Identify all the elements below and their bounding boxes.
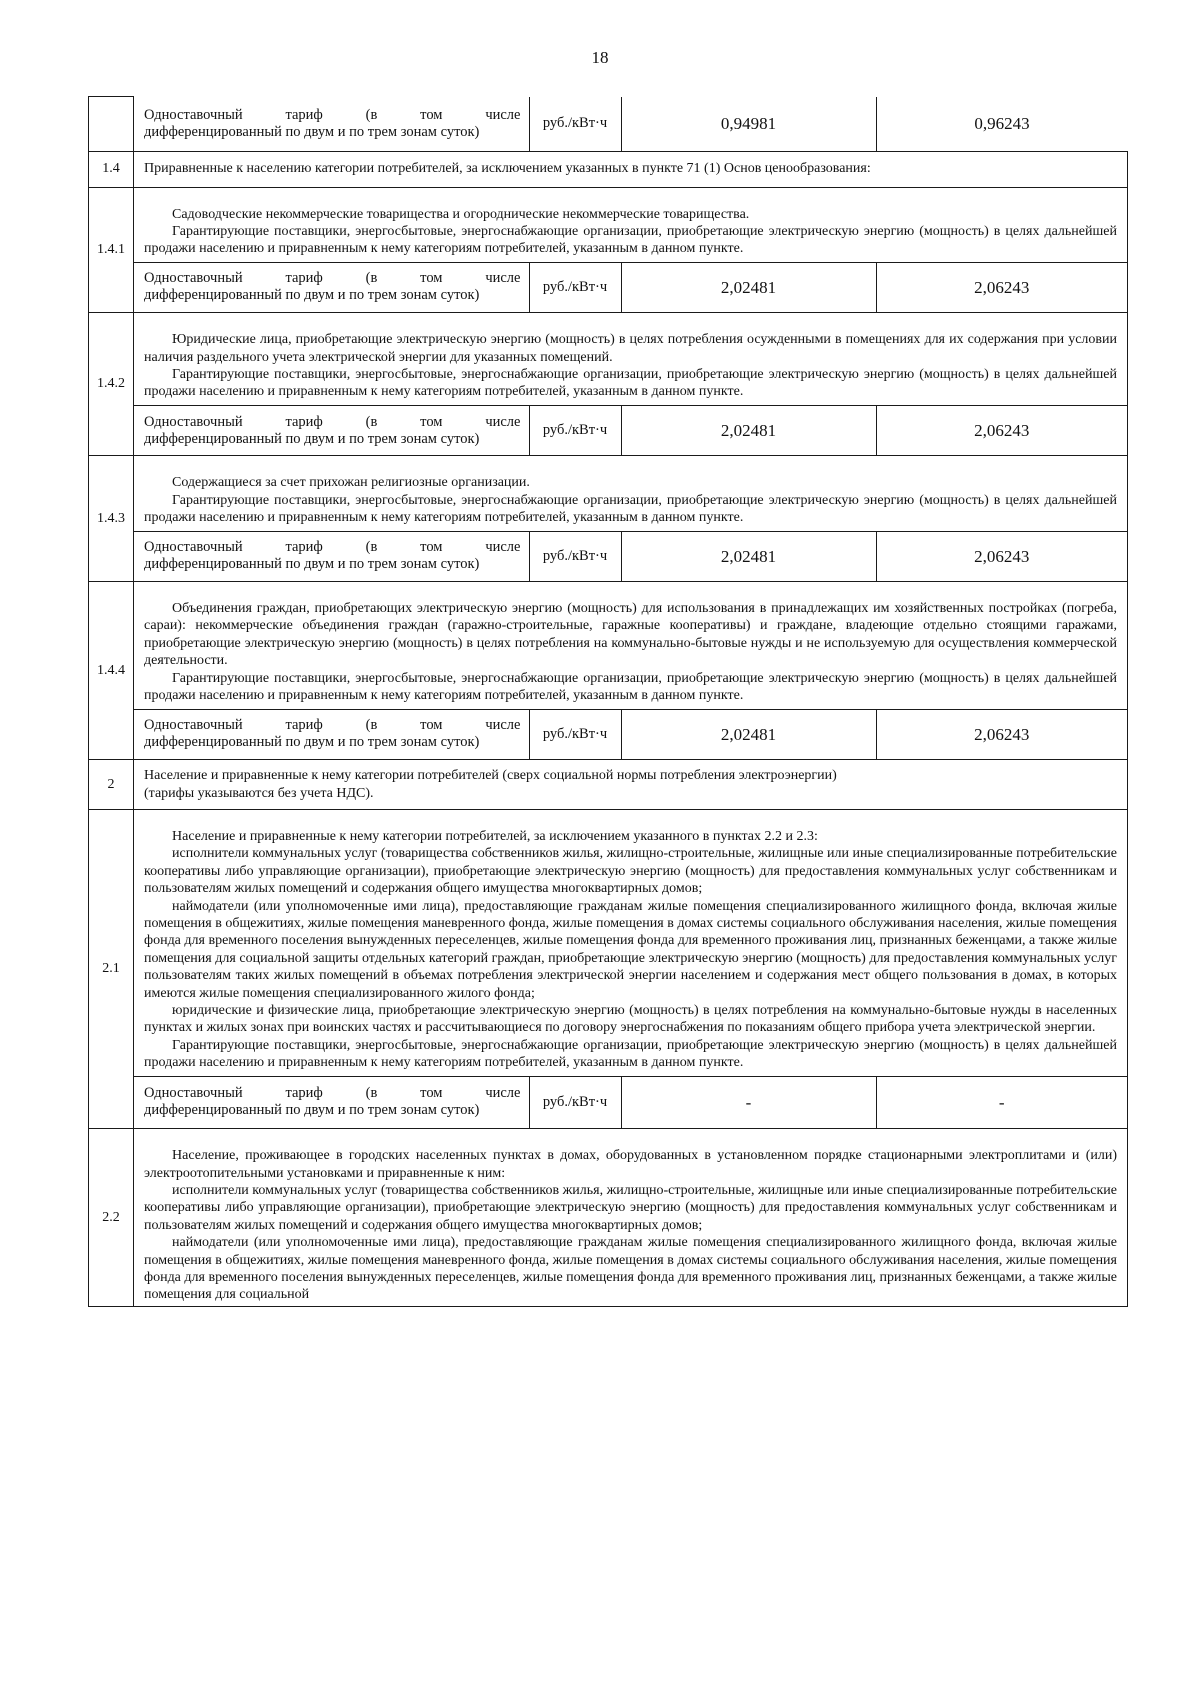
table-row-2: [89, 760, 1128, 810]
tariff-unit: руб./кВт·ч: [529, 709, 621, 759]
tariff-subtable: [134, 262, 1127, 313]
tariff-table: [88, 96, 1128, 1307]
tariff-value-2: 2,06243: [876, 709, 1127, 759]
tariff-unit: руб./кВт·ч: [529, 1076, 621, 1128]
tariff-subtable: [134, 1076, 1127, 1129]
tariff-unit: руб./кВт·ч: [529, 531, 621, 581]
paragraph: Гарантирующие поставщики, энергосбытовые, энергоснабжающие организации, приобретающие электрическую энергию (мощность) в целях дальнейшей продажи населению и приравненным к нему категориям потребителей, указанным в данном пункте.: [144, 223, 1117, 257]
tariff-label: Одноставочный тариф (в том числе дифференцированный по двум и по трем зонам суток): [134, 1076, 529, 1128]
paragraph: наймодатели (или уполномоченные ими лица), предоставляющие гражданам жилые помещения специализированного жилищного фонда, включая жилые помещения в общежитиях, жилые помещения маневренного фонда, жилые помещения в домах системы социального обслуживания населения, жилые помещения фонда для временного поселения вынужденных переселенцев, жилые помещения фонда для временного проживания лиц, признанных беженцами, а также жилые помещения для социальной: [144, 1235, 1117, 1303]
row-heading: Приравненные к населению категории потребителей, за исключением указанных в пункте 71 (1) Основ ценообразования:: [134, 151, 1128, 187]
tariff-unit: руб./кВт·ч: [529, 262, 621, 312]
row-number: 1.4.4: [89, 582, 134, 760]
row-number: 2.2: [89, 1129, 134, 1307]
page-number: 18: [591, 48, 609, 67]
tariff-subtable: [134, 97, 1128, 151]
row-number: 1.4: [89, 151, 134, 187]
tariff-subtable: [134, 405, 1127, 456]
paragraph: исполнители коммунальных услуг (товарищества собственников жилья, жилищно-строительные, жилищные или иные специализированные потребительские кооперативы либо управляющие организации), приобретающие электрическую энергию (мощность) для предоставления коммунальных услуг собственникам и пользователям жилых помещений и содержания общего имущества многоквартирных домов;: [144, 1183, 1117, 1233]
paragraph: Население, проживающее в городских населенных пунктах в домах, оборудованных в установленном порядке стационарными электроплитами и (или) электроотопительными установками и приравненные к ним:: [144, 1148, 1117, 1181]
tariff-label: Одноставочный тариф (в том числе дифференцированный по двум и по трем зонам суток): [134, 709, 529, 759]
tariff-value-2: 2,06243: [876, 262, 1127, 312]
tariff-value-1: 2,02481: [621, 262, 876, 312]
row-number: 2.1: [89, 810, 134, 1129]
row-number: 2: [89, 760, 134, 810]
tariff-unit: руб./кВт·ч: [529, 97, 621, 151]
paragraph: Объединения граждан, приобретающих электрическую энергию (мощность) для использования в принадлежащих им хозяйственных постройках (погреба, сараи): некоммерческие объединения граждан (гаражно-строительные, гаражные кооперативы) и граждане, владеющие отдельно стоящими гаражами, приобретающие электрическую энергию (мощность) в целях потребления на коммунально-бытовые нужды и не используемую для осуществления коммерческой деятельности.: [144, 601, 1117, 669]
paragraph: Садоводческие некоммерческие товарищества и огороднические некоммерческие товарищества.: [172, 206, 750, 222]
paragraph: Гарантирующие поставщики, энергосбытовые, энергоснабжающие организации, приобретающие электрическую энергию (мощность) в целях дальнейшей продажи населению и приравненным к нему категориям потребителей, указанным в данном пункте.: [144, 367, 1117, 400]
row-number: 1.4.2: [89, 313, 134, 456]
tariff-label: Одноставочный тариф (в том числе дифференцированный по двум и по трем зонам суток): [134, 262, 529, 312]
row-number: 1.4.1: [89, 187, 134, 313]
paragraph: наймодатели (или уполномоченные ими лица), предоставляющие гражданам жилые помещения специализированного жилищного фонда, включая жилые помещения в общежитиях, жилые помещения маневренного фонда, жилые помещения в домах системы социального обслуживания населения, жилые помещения фонда для временного поселения вынужденных переселенцев, жилые помещения фонда для временного проживания лиц, признанных беженцами, а также жилые помещения для социальной защиты отдельных категорий граждан, приобретающие электрическую энергию (мощность) для предоставления коммунальных услуг пользователям таких жилых помещений в объемах потребления электрической энергии населением и содержания мест общего пользования в домах, в которых имеются жилые помещения специализированного жилого фонда;: [144, 898, 1117, 1001]
table-row-1-4-1: [89, 187, 1128, 313]
tariff-value-2: 2,06243: [876, 405, 1127, 455]
table-row-2-1: [89, 810, 1128, 1129]
paragraph: Население и приравненные к нему категории потребителей, за исключением указанного в пунктах 2.2 и 2.3:: [172, 829, 818, 844]
row-number: 1.4.3: [89, 456, 134, 582]
tariff-value-1: 2,02481: [621, 405, 876, 455]
tariff-subtable: [134, 709, 1127, 760]
tariff-subtable: [134, 531, 1127, 582]
tariff-value-2: -: [876, 1076, 1127, 1128]
paragraph: Гарантирующие поставщики, энергосбытовые, энергоснабжающие организации, приобретающие электрическую энергию (мощность) в целях дальнейшей продажи населению и приравненным к нему категориям потребителей, указанным в данном пункте.: [144, 670, 1117, 704]
paragraph: Содержащиеся за счет прихожан религиозные организации.: [172, 475, 530, 491]
tariff-value-2: 0,96243: [876, 97, 1128, 151]
paragraph: Гарантирующие поставщики, энергосбытовые, энергоснабжающие организации, приобретающие электрическую энергию (мощность) в целях дальнейшей продажи населению и приравненным к нему категориям потребителей, указанным в данном пункте.: [144, 492, 1117, 526]
tariff-label: Одноставочный тариф (в том числе дифференцированный по двум и по трем зонам суток): [134, 405, 529, 455]
table-row-continued: [89, 97, 1128, 152]
row-heading: Население и приравненные к нему категории потребителей (сверх социальной нормы потребления электроэнергии) (тарифы указываются без учета НДС).: [134, 760, 1128, 810]
table-row-1-4-3: [89, 456, 1128, 582]
tariff-value-2: 2,06243: [876, 531, 1127, 581]
table-row-2-2: [89, 1129, 1128, 1307]
paragraph: Гарантирующие поставщики, энергосбытовые, энергоснабжающие организации, приобретающие электрическую энергию (мощность) в целях дальнейшей продажи населению и приравненным к нему категориям потребителей, указанным в данном пункте.: [144, 1037, 1117, 1071]
tariff-value-1: 2,02481: [621, 531, 876, 581]
tariff-label: Одноставочный тариф (в том числе дифференцированный по двум и по трем зонам суток): [144, 106, 521, 140]
paragraph: юридические и физические лица, приобретающие электрическую энергию (мощность) в целях потребления на коммунально-бытовые нужды в населенных пунктах и жилых зонах при воинских частях и рассчитывающиеся по договору энергоснабжения по показаниям общего прибора учета электрической энергии.: [144, 1003, 1117, 1036]
table-row-1-4-2: [89, 313, 1128, 456]
table-row-1-4-4: [89, 582, 1128, 760]
tariff-label: Одноставочный тариф (в том числе дифференцированный по двум и по трем зонам суток): [134, 531, 529, 581]
tariff-value-1: 2,02481: [621, 709, 876, 759]
tariff-value-1: 0,94981: [621, 97, 876, 151]
tariff-value-1: -: [621, 1076, 876, 1128]
row-number-empty: [89, 97, 134, 152]
table-row-1-4: [89, 151, 1128, 187]
tariff-unit: руб./кВт·ч: [529, 405, 621, 455]
paragraph: Юридические лица, приобретающие электрическую энергию (мощность) в целях потребления осужденными в помещениях для их содержания при условии наличия раздельного учета электрической энергии для указанных помещений.: [144, 332, 1117, 365]
paragraph: исполнители коммунальных услуг (товарищества собственников жилья, жилищно-строительные, жилищные или иные специализированные потребительские кооперативы либо управляющие организации), приобретающие электрическую энергию (мощность) для предоставления коммунальных услуг собственникам и пользователям жилых помещений и содержания общего имущества многоквартирных домов;: [144, 846, 1117, 897]
